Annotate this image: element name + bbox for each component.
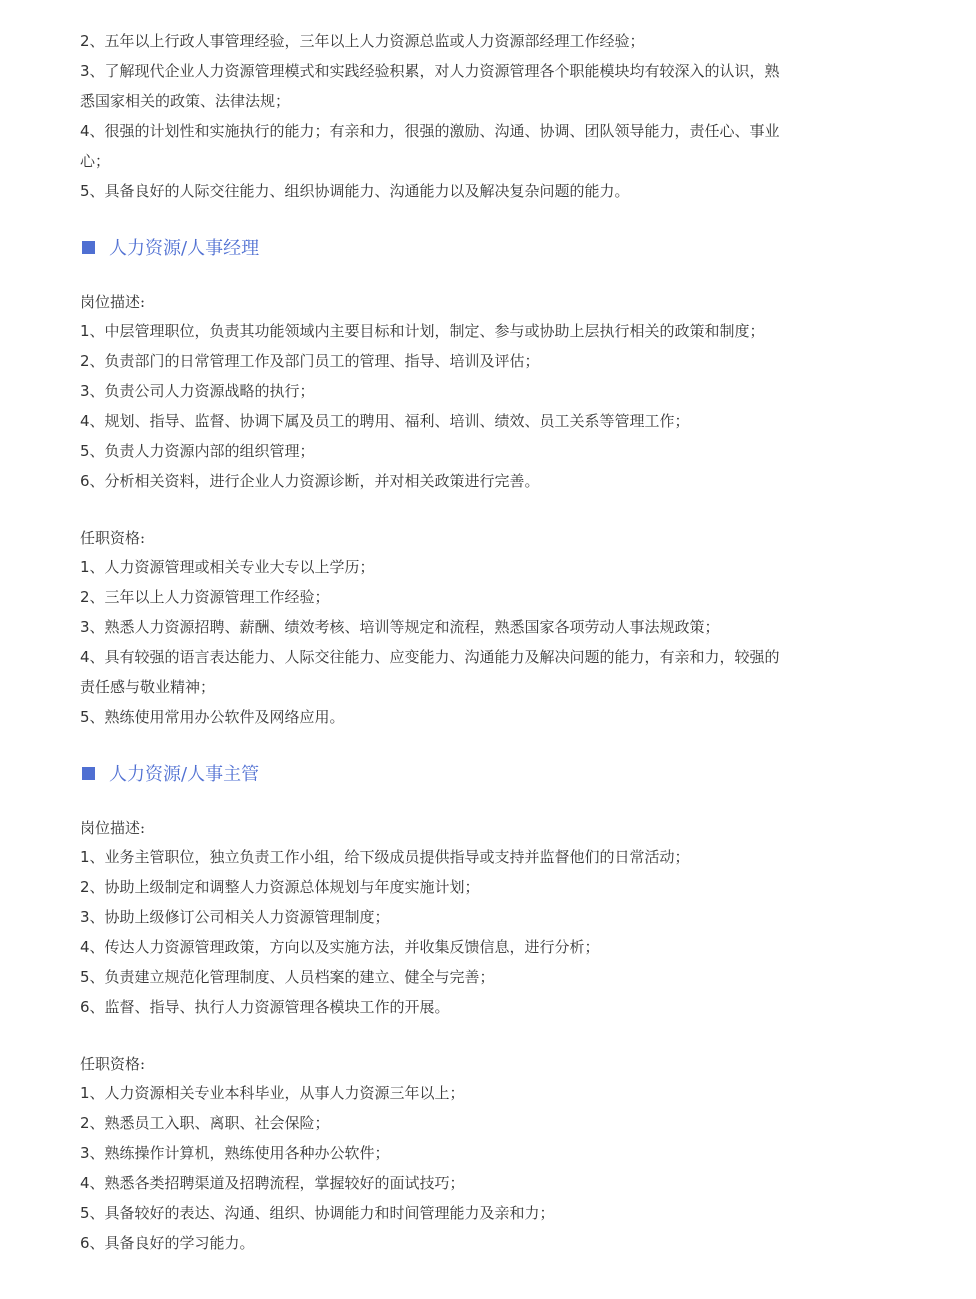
list-item: 2、负责部门的日常管理工作及部门员工的管理、指导、培训及评估； — [80, 352, 540, 370]
intro-requirements-list — [80, 26, 840, 206]
spacer — [80, 1022, 840, 1050]
list-item: 3、负责公司人力资源战略的执行； — [80, 382, 315, 400]
list-item: 6、分析相关资料，进行企业人力资源诊断，并对相关政策进行完善。 — [80, 472, 540, 490]
list-item: 5、负责人力资源内部的组织管理； — [80, 442, 315, 460]
job-description-list — [80, 316, 840, 496]
list-item: 2、五年以上行政人事管理经验，三年以上人力资源总监或人力资源部经理工作经验； — [80, 32, 645, 50]
list-item: 2、三年以上人力资源管理工作经验； — [80, 588, 330, 606]
section-title: 人力资源/人事经理 — [109, 238, 260, 259]
list-item: 1、人力资源相关专业本科毕业，从事人力资源三年以上； — [80, 1084, 465, 1102]
list-item: 5、熟练使用常用办公软件及网络应用。 — [80, 708, 345, 726]
list-item: 4、很强的计划性和实施执行的能力；有亲和力，很强的激励、沟通、协调、团队领导能力，责任心、事业 — [80, 122, 780, 140]
qualifications-label: 任职资格: — [80, 529, 146, 547]
list-item: 3、熟练操作计算机，熟练使用各种办公软件； — [80, 1144, 390, 1162]
list-item: 4、传达人力资源管理政策，方向以及实施方法，并收集反馈信息，进行分析； — [80, 938, 600, 956]
list-item: 6、具备良好的学习能力。 — [80, 1234, 255, 1252]
list-item: 4、具有较强的语言表达能力、人际交往能力、应变能力、沟通能力及解决问题的能力，有亲和力，较强的 — [80, 648, 780, 666]
job-description-label: 岗位描述: — [80, 819, 146, 837]
job-description-label: 岗位描述: — [80, 293, 146, 311]
list-item: 1、人力资源管理或相关专业大专以上学历； — [80, 558, 375, 576]
list-item: 4、熟悉各类招聘渠道及招聘流程，掌握较好的面试技巧； — [80, 1174, 465, 1192]
job-description-list — [80, 842, 840, 1022]
square-bullet-icon — [82, 241, 95, 254]
list-item: 3、协助上级修订公司相关人力资源管理制度； — [80, 908, 390, 926]
square-bullet-icon — [82, 767, 95, 780]
qualifications-label: 任职资格: — [80, 1055, 146, 1073]
spacer — [80, 496, 840, 524]
list-item: 1、中层管理职位，负责其功能领域内主要目标和计划，制定、参与或协助上层执行相关的政策和制度； — [80, 322, 765, 340]
document-body — [80, 26, 840, 1258]
section-heading-hr-manager — [80, 232, 840, 262]
list-item: 悉国家相关的政策、法律法规； — [80, 92, 291, 110]
section-title: 人力资源/人事主管 — [109, 764, 260, 785]
list-item: 3、了解现代企业人力资源管理模式和实践经验积累，对人力资源管理各个职能模块均有较深入的认识，熟 — [80, 62, 780, 80]
list-item: 2、协助上级制定和调整人力资源总体规划与年度实施计划； — [80, 878, 480, 896]
list-item: 5、具备良好的人际交往能力、组织协调能力、沟通能力以及解决复杂问题的能力。 — [80, 182, 630, 200]
list-item: 1、业务主管职位，独立负责工作小组，给下级成员提供指导或支持并监督他们的日常活动； — [80, 848, 690, 866]
list-item: 5、具备较好的表达、沟通、组织、协调能力和时间管理能力及亲和力； — [80, 1204, 555, 1222]
list-item: 2、熟悉员工入职、离职、社会保险； — [80, 1114, 330, 1132]
qualifications-list — [80, 1078, 840, 1258]
list-item: 6、监督、指导、执行人力资源管理各模块工作的开展。 — [80, 998, 450, 1016]
list-item: 3、熟悉人力资源招聘、薪酬、绩效考核、培训等规定和流程，熟悉国家各项劳动人事法规政策； — [80, 618, 720, 636]
list-item: 5、负责建立规范化管理制度、人员档案的建立、健全与完善； — [80, 968, 495, 986]
list-item: 4、规划、指导、监督、协调下属及员工的聘用、福利、培训、绩效、员工关系等管理工作； — [80, 412, 690, 430]
section-heading-hr-supervisor — [80, 758, 840, 788]
qualifications-list — [80, 552, 840, 732]
list-item: 心； — [80, 152, 111, 170]
list-item: 责任感与敬业精神； — [80, 678, 216, 696]
